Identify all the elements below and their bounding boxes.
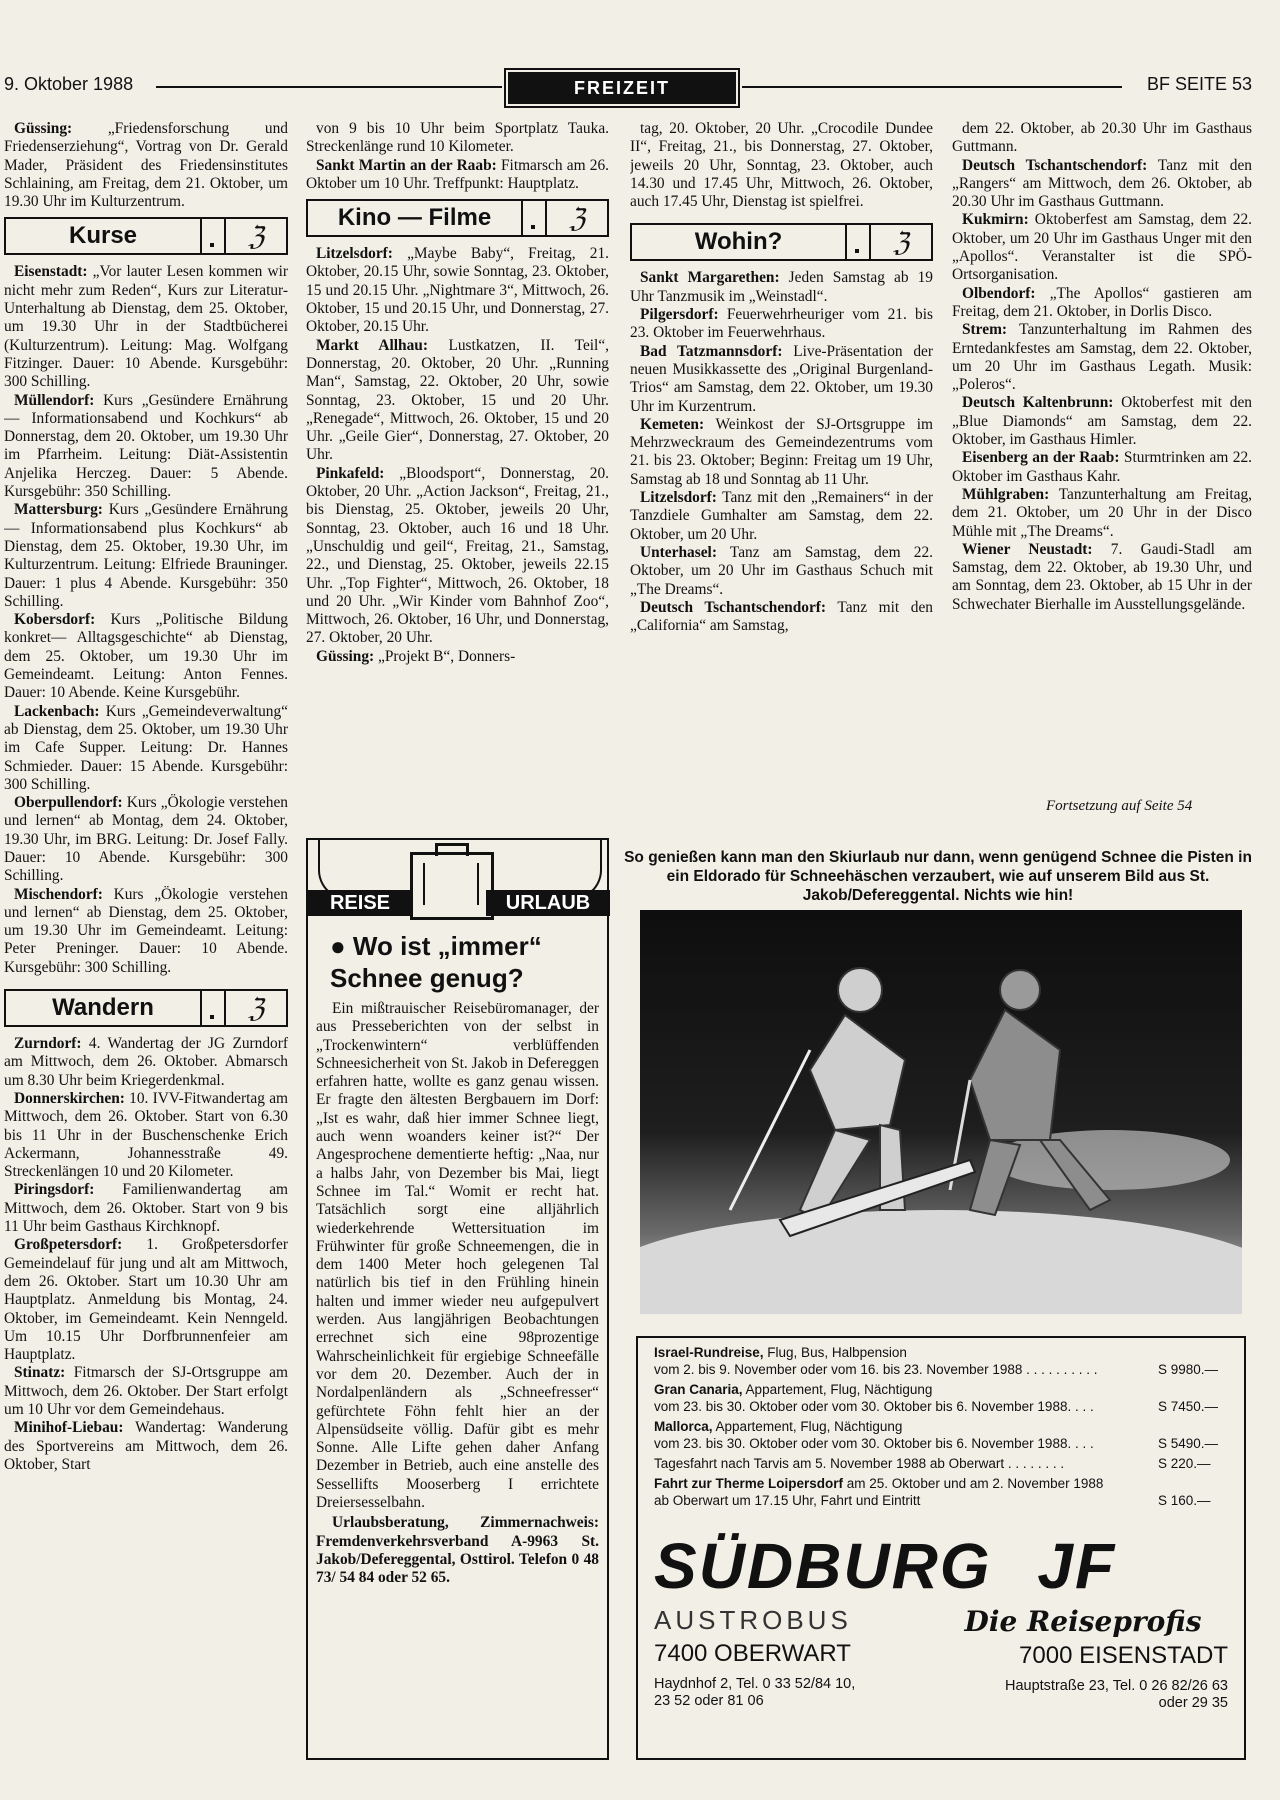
entry-text: Kurs „Ökologie verstehen und lernen“ ab Dienstag, dem 25. Oktober, um 19.30 Uhr im Gemeindeamt. Leitung: Peter Preninger. Dauer: 10 Abende. Kursgebühr: 300 Schilling.: [4, 885, 288, 976]
entry-place: Oberpullendorf:: [14, 794, 123, 812]
entry-place: Kukmirn:: [962, 211, 1029, 229]
kurse-list: [4, 263, 288, 977]
entry-place: Piringsdorf:: [14, 1181, 95, 1199]
offer-name: Fahrt zur Therme Loipersdorf: [654, 1476, 844, 1491]
entry: [952, 449, 1252, 486]
entry: [4, 794, 288, 885]
entry: [306, 245, 609, 336]
offer-dates: vom 2. bis 9. November oder vom 16. bis 23. November 1988 . . . . . . . . . .: [654, 1362, 1098, 1377]
article-contact: Urlaubsberatung, Zimmernachweis: Fremdenverkehrsverband A-9963 St. Jakob/Defereggental, Osttirol. Telefon 0 48 73/ 54 84 oder 52 65.: [316, 1514, 599, 1587]
entry: [4, 501, 288, 611]
entry-text: dem 22. Oktober, ab 20.30 Uhr im Gasthaus Guttmann.: [952, 120, 1252, 156]
entry-place: Mühlgraben:: [962, 485, 1050, 503]
offer-desc: Appartement, Flug, Nächtigung: [712, 1419, 903, 1434]
entry: [630, 269, 933, 306]
entry-text: „The Apollos“ gastieren am Freitag, dem 21. Oktober, in Dorlis Disco.: [952, 284, 1252, 320]
entry-place: Donnerskirchen:: [14, 1089, 125, 1107]
suitcase-icon: [410, 852, 494, 920]
offer-dates: Tagesfahrt nach Tarvis am 5. November 1988 ab Oberwart . . . . . . . .: [654, 1456, 1065, 1471]
offer-details: [654, 1435, 1228, 1452]
travel-advertisement: [636, 1336, 1246, 1760]
column-3: [630, 120, 933, 820]
section-label: FREIZEIT: [508, 72, 736, 104]
entry: [952, 541, 1252, 614]
offer-details: [654, 1361, 1228, 1378]
entry-place: Zurndorf:: [14, 1035, 82, 1053]
offer-name: Israel-Rundreise,: [654, 1345, 764, 1360]
travel-box: [306, 838, 609, 1760]
entry: [4, 886, 288, 977]
entry: [630, 416, 933, 489]
offer-price: S 220.—: [1158, 1456, 1211, 1471]
entry: [306, 120, 609, 157]
offer-details: [654, 1455, 1228, 1472]
skier-photo: [640, 910, 1242, 1314]
entry: [306, 157, 609, 194]
offer: [654, 1475, 1228, 1509]
entry-text: 4. Wandertag der JG Zurndorf am Mittwoch, dem 26. Oktober. Abmarsch um 8.30 Uhr beim Kriegerdenkmal.: [4, 1035, 288, 1089]
entry: [4, 1236, 288, 1364]
offer-price: S 9980.—: [1158, 1362, 1219, 1377]
skier-illustration: [640, 910, 1242, 1314]
entry-text: Live-Präsentation der neuen Musikkassette des „Original Burgenland-Trios“ am Samstag, dem 22. Oktober, um 19.30 Uhr im Kurzentrum.: [630, 342, 933, 415]
office-city: 7400 OBERWART: [654, 1640, 851, 1667]
entry: [4, 263, 288, 391]
wandern-list: [4, 1035, 288, 1474]
office-phone: oder 29 35: [1158, 1695, 1228, 1711]
entry-place: Strem:: [962, 321, 1008, 339]
office-address: Hauptstraße 23, Tel. 0 26 82/26 63: [1004, 1678, 1228, 1694]
offer-list: [654, 1344, 1228, 1509]
urlaub-label: URLAUB: [486, 890, 610, 916]
offer: [654, 1344, 1228, 1378]
entry: [630, 599, 933, 636]
entry-place: Güssing:: [14, 120, 73, 137]
page-number: BF SEITE 53: [1146, 74, 1252, 94]
kino-heading: Kino — Filme: [337, 204, 492, 232]
kino-heading-box: [306, 199, 609, 237]
entry-text: Fitmarsch der SJ-Ortsgruppe am Mittwoch, dem 26. Oktober. Der Start erfolgt um 10 Uhr vor dem Gemeindehaus.: [4, 1364, 288, 1418]
suedburg-logo: [654, 1530, 1228, 1602]
offer-desc: Appartement, Flug, Nächtigung: [742, 1382, 933, 1397]
entry-place: Sankt Margarethen:: [640, 269, 780, 287]
entry-place: Güssing:: [316, 647, 375, 665]
entry-place: Minihof-Liebau:: [14, 1419, 124, 1437]
entry-text: von 9 bis 10 Uhr beim Sportplatz Tauka. Streckenlänge rund 10 Kilometer.: [306, 120, 609, 156]
wohin-heading: Wohin?: [694, 228, 783, 256]
wohin-list: [630, 269, 933, 635]
kurse-heading-box: [4, 217, 288, 255]
article-headline: ● Wo ist „immer“ Schnee genug?: [330, 931, 542, 993]
entry-text: Tanzunterhaltung am Freitag, dem 21. Oktober, um 20 Uhr in der Disco Mühle mit „The Dreams“.: [952, 485, 1252, 540]
entry-text: Lustkatzen, II. Teil“, Donnerstag, 20. Oktober, 20 Uhr. „Running Man“, Samstag, 22. Oktober, 20 Uhr, sowie Sonntag, 23. Oktober, 15 und 20 Uhr. „Renegade“, Mittwoch, 26. Oktober, 15 und 20 Uhr. „Geile Gier“, Donnerstag, 27. Oktober, 20 Uhr.: [306, 336, 609, 464]
entry: [630, 120, 933, 211]
entry-text: Fitmarsch am 26. Oktober um 10 Uhr. Treffpunkt: Hauptplatz.: [306, 156, 609, 192]
entry-place: Deutsch Kaltenbrunn:: [962, 394, 1114, 412]
offer-details: [654, 1398, 1228, 1415]
entry: [4, 1419, 288, 1474]
entry: [306, 465, 609, 648]
entry-text: Tanz mit den „Rangers“ am Mittwoch, dem 26. Oktober, ab 20.30 Uhr im Gasthaus Guttmann.: [952, 156, 1252, 211]
entry-place: Markt Allhau:: [316, 336, 428, 354]
header-rule-left: [156, 86, 502, 88]
entry-text: tag, 20. Oktober, 20 Uhr. „Crocodile Dundee II“, Freitag, 21., bis Donnerstag, 27. Oktober, jeweils 20 Uhr, Sonntag, 23. Oktober, auch 14.30 und 17.45 Uhr, Mittwoch, 26. Oktober, auch 17.45 Uhr, Dienstag ist spielfrei.: [630, 120, 933, 211]
entry-place: Pilgersdorf:: [640, 306, 719, 324]
office-oberwart: [654, 1605, 924, 1712]
reise-label: REISE: [308, 890, 412, 916]
photo-caption: So genießen kann man den Skiurlaub nur dann, wenn genügend Schnee die Pisten in ein Eldorado für Schneehäschen verzaubert, wie auf unserem Bild aus St. Jakob/Defereggental. Nichts wie hin!: [624, 849, 1252, 904]
entry: [4, 1035, 288, 1090]
austrobus-text: AUSTROBUS: [654, 1605, 852, 1635]
entry: [4, 1090, 288, 1181]
entry: [952, 211, 1252, 284]
office-eisenstadt: [938, 1605, 1228, 1712]
offer-title: [654, 1381, 1228, 1398]
office-address: Haydnhof 2, Tel. 0 33 52/84 10,: [654, 1676, 856, 1692]
entry: [952, 321, 1252, 394]
entry: [306, 337, 609, 465]
pen-icon: ℨ: [568, 203, 586, 234]
entry-place: Lackenbach:: [14, 702, 100, 720]
entry-text: Tanzunterhaltung im Rahmen des Erntedankfestes am Samstag, dem 22. Oktober, um 20 Uhr im Gasthaus Legath. Musik: „Poleros“.: [952, 321, 1252, 394]
entry: [630, 306, 933, 343]
entry-place: Deutsch Tschantschendorf:: [640, 598, 827, 616]
issue-date: 9. Oktober 1988: [4, 74, 134, 94]
kurse-heading: Kurse: [68, 222, 138, 250]
entry: [4, 1181, 288, 1236]
entry-place: Eisenstadt:: [14, 263, 88, 281]
entry-place: Mattersburg:: [14, 501, 103, 519]
intro-list: [306, 120, 609, 193]
pen-icon: ℨ: [892, 227, 910, 258]
entry-text: 1. Großpetersdorfer Gemeindelauf für jung und alt am Mittwoch, dem 26. Oktober. Start um 10.30 Uhr am Hauptplatz. Anmeldung bis Montag, 24. Oktober, im Gemeindeamt. Kein Nenngeld. Um 10.15 Uhr Dorfbrunnenfeier am Hauptplatz.: [4, 1236, 288, 1364]
offer: [654, 1381, 1228, 1415]
entry-text: Oktoberfest am Samstag, dem 22. Oktober, um 20 Uhr im Gasthaus Unger mit den „Apollos“. Veranstalter ist die SPÖ-Ortsorganisation.: [952, 211, 1252, 284]
entry-text: Wandertag: Wanderung des Sportvereins am Mittwoch, dem 26. Oktober, Start: [4, 1419, 288, 1473]
entry-place: Kobersdorf:: [14, 611, 96, 629]
offer-name: Mallorca,: [654, 1419, 713, 1434]
offer-price: S 5490.—: [1158, 1436, 1219, 1451]
entry: [4, 611, 288, 702]
entry-place: Eisenberg an der Raab:: [962, 449, 1120, 467]
entry-text: Sturmtrinken am 22. Oktober im Gasthaus Kahr.: [952, 449, 1252, 485]
column-2: [306, 120, 609, 820]
entry-place: Litzelsdorf:: [316, 245, 393, 263]
entry-place: Sankt Martin an der Raab:: [316, 156, 497, 174]
heading-dot: [521, 201, 547, 235]
pen-icon: ℨ: [247, 993, 265, 1024]
kino-list: [306, 245, 609, 666]
offer-details: [654, 1492, 1228, 1509]
offer-price: S 7450.—: [1158, 1399, 1219, 1414]
logo-text: SÜDBURG: [654, 1530, 992, 1602]
offer-name: Gran Canaria,: [654, 1382, 743, 1397]
entry-place: Mischendorf:: [14, 885, 103, 903]
entry: [952, 285, 1252, 322]
offer-desc: am 25. Oktober und am 2. November 1988: [843, 1476, 1104, 1491]
entry: [306, 648, 609, 666]
entry-text: „Bloodsport“, Donnerstag, 20. Oktober, 20 Uhr. „Action Jackson“, Freitag, 21., bis Dienstag, 25. Oktober, jeweils 20 Uhr, Sonntag, 23. Oktober, auch 16 und 18 Uhr. „Unschuldig und geil“, Freitag, 21., Samstag, 22., und Dienstag, 25. Oktober, jeweils 22.15 Uhr. „Top Fighter“, Mittwoch, 26. Oktober, 18 und 20 Uhr. „Wir Kinder vom Bahnhof Zoo“, Mittwoch, 26. Oktober, 16 Uhr, und Donnerstag, 27. Oktober, 20 Uhr.: [306, 464, 609, 647]
offer: [654, 1418, 1228, 1452]
entry-text: Kurs „Gesündere Ernährung — Informationsabend plus Kochkurs“ ab Dienstag, dem 25. Oktober, 19.30 Uhr, im Kulturzentrum. Leitung: Elfriede Brauninger. Dauer: 1 plus 4 Abende. Kursgebühr: 350 Schilling.: [4, 501, 288, 610]
entry-text: 10. IVV-Fitwandertag am Mittwoch, dem 26. Oktober. Start von 6.30 bis 11 Uhr in der Buschenschenke Erich Ackermann, Johannesstraße 49. Streckenlängen 10 und 20 Kilometer.: [4, 1089, 288, 1181]
entry-place: Bad Tatzmannsdorf:: [640, 342, 783, 360]
entry-text: „Friedensforschung und Friedenserziehung“, Vortrag von Dr. Gerald Mader, Präsident des Friedensinstitutes Schlaining, am Freitag, dem 21. Oktober, um 19.30 Uhr im Kulturzentrum.: [4, 120, 288, 211]
offer-title: [654, 1344, 1228, 1361]
entry-text: Kurs „Gemeindeverwaltung“ ab Dienstag, dem 25. Oktober, um 19.30 Uhr im Cafe Supper. Leitung: Dr. Hannes Schmieder. Dauer: 15 Abende. Kursgebühr: 300 Schilling.: [4, 702, 288, 793]
offer-desc: Flug, Bus, Halbpension: [763, 1345, 907, 1360]
column-4: [952, 120, 1252, 800]
entry-text: Weinkost der SJ-Ortsgruppe im Mehrzweckraum des Gemeindezentrums vom 21. bis 23. Oktober; Beginn: Freitag um 19 Uhr, Samstag ab 18 und Sonntag ab 11 Uhr.: [630, 415, 933, 488]
entry-place: Großpetersdorf:: [14, 1236, 123, 1254]
column-1: [4, 120, 288, 1770]
entry-place: Wiener Neustadt:: [962, 540, 1093, 558]
entry: [630, 544, 933, 599]
entry-place: Litzelsdorf:: [640, 489, 717, 507]
office-city: 7000 EISENSTADT: [1019, 1642, 1228, 1669]
wandern-heading-box: [4, 989, 288, 1027]
events-list: [952, 120, 1252, 614]
travel-banner: [308, 840, 607, 920]
ad-footer: [654, 1605, 1228, 1712]
entry: [4, 703, 288, 794]
entry-text: Feuerwehrheuriger vom 21. bis 23. Oktober im Feuerwehrhaus.: [630, 306, 933, 342]
offer-title: [654, 1475, 1228, 1492]
offer-price: S 160.—: [1158, 1493, 1211, 1508]
office-phone: 23 52 oder 81 06: [654, 1693, 764, 1709]
entry-text: Tanz am Samstag, dem 22. Oktober, um 20 Uhr im Gasthaus Schuch mit „The Dreams“.: [630, 543, 933, 598]
entry-text: 7. Gaudi-Stadl am Samstag, dem 22. Oktober, ab 19.30 Uhr, und am Sonntag, dem 23. Oktober, ab 15 Uhr in der Schwechater Bierhalle im Ausstellungsgelände.: [952, 540, 1252, 613]
entry-place: Deutsch Tschantschendorf:: [962, 156, 1148, 174]
entry: [952, 120, 1252, 157]
offer-dates: vom 23. bis 30. Oktober oder vom 30. Oktober bis 6. November 1988. . . .: [654, 1399, 1094, 1414]
offer-dates: vom 23. bis 30. Oktober oder vom 30. Oktober bis 6. November 1988. . . .: [654, 1436, 1094, 1451]
offer-dates: ab Oberwart um 17.15 Uhr, Fahrt und Eintritt: [654, 1493, 921, 1508]
entry-place: Olbendorf:: [962, 284, 1036, 302]
entry-text: „Maybe Baby“, Freitag, 21. Oktober, 20.15 Uhr, sowie Sonntag, 23. Oktober, 15 und 20.15 Uhr. „Nightmare 3“, Mittwoch, 26. Oktober, 15 und 20.15 Uhr, und Donnerstag, 27. Oktober, 20.15 Uhr.: [306, 245, 609, 336]
heading-dot: [845, 225, 871, 259]
heading-dot: [200, 991, 226, 1025]
entry-place: Müllendorf:: [14, 391, 95, 409]
entry-text: Familienwandertag am Mittwoch, dem 26. Oktober. Start von 9 bis 11 Uhr beim Gasthaus Kirchknopf.: [4, 1181, 288, 1236]
logo-mark: JF: [1037, 1530, 1117, 1602]
entry: [4, 392, 288, 502]
entry: [630, 489, 933, 544]
intro-list: [630, 120, 933, 211]
entry-text: Kurs „Politische Bildung konkret— Alltagsgeschichte“ ab Dienstag, dem 25. Oktober, um 19.30 Uhr im Gemeindeamt. Leitung: Anton Fennes. Dauer: 10 Abende. Keine Kursgebühr.: [4, 611, 288, 702]
entry-place: Pinkafeld:: [316, 464, 385, 482]
entry: [4, 120, 288, 211]
wandern-heading: Wandern: [52, 994, 154, 1022]
wohin-heading-box: [630, 223, 933, 261]
entry-place: Stinatz:: [14, 1364, 66, 1382]
entry-place: Kemeten:: [640, 415, 705, 433]
page-header: [0, 72, 1260, 102]
entry: [630, 343, 933, 416]
offer: [654, 1455, 1228, 1472]
entry: [952, 157, 1252, 212]
pen-icon: ℨ: [247, 221, 265, 252]
entry: [4, 1364, 288, 1419]
entry-text: Kurs „Ökologie verstehen und lernen“ ab Montag, dem 24. Oktober, 19.30 Uhr, im BRG. Leitung: Dr. Josef Fally. Dauer: 10 Abende. Kursgebühr: 300 Schilling.: [4, 794, 288, 885]
continued-note: Fortsetzung auf Seite 54: [1046, 798, 1193, 814]
offer-title: [654, 1418, 1228, 1435]
entry: [952, 394, 1252, 449]
article-body: Ein mißtrauischer Reisebüromanager, der aus Presseberichten von der selbst in „Trockenwintern“ verblüffenden Schneesicherheit von St. Jakob in Defereggen erfahren hatte, wollte es ganz genau wissen. Er fragte den ältesten Bergbauern im Dorf: „Ist es wahr, daß hier immer Schnee liegt, auch wenn woanders keiner ist?“ Der Angesprochene dementierte heftig: „Naa, nur a halbs Jahr, von Dezember bis Mai, liegt Schnee im Tal.“ Womit er recht hat. Tatsächlich sorgt eine alljährlich wiederkehrende Wettersituation im Frühwinter für große Schneemengen, die in dem 1400 Meter hoch gelegenen Tal natürlich bis tief in den Frühling hinein halten und immer wieder neu aufgepulvert werden. Aus langjährigen Beobachtungen errechnet sich eine 98prozentige Wahrscheinlichkeit für ergiebige Schneefälle vor dem 20. Dezember. Auch der in Nordalpenländern als „Schneefresser“ gefürchtete Föhn fehlt hier an der Alpensüdseite völlig. Dafür gibt es mehr Sonne. Alle Lifte gehen daher Anfang Dezember in Betrieb, auch eine anstelle des Sessellifts Mooserberg I errichtete Dreiersesselbahn.: [316, 1000, 599, 1512]
entry-text: Jeden Samstag ab 19 Uhr Tanzmusik im „Weinstadl“.: [630, 269, 933, 305]
article-body-wrap: [316, 1000, 599, 1588]
entry: [952, 486, 1252, 541]
slogan: Die Reiseprofis: [964, 1605, 1202, 1638]
entry-text: Oktoberfest mit den „Blue Diamonds“ am Samstag, dem 22. Oktober, im Gasthaus Himler.: [952, 394, 1252, 449]
entry-text: Tanz mit den „California“ am Samstag,: [630, 598, 933, 635]
entry-place: Unterhasel:: [640, 543, 717, 561]
entry-text: „Vor lauter Lesen kommen wir nicht mehr zum Reden“, Kurs zur Literatur-Unterhaltung ab Dienstag, dem 25. Oktober, um 19.30 Uhr in der Stadtbücherei (Kulturzentrum). Leitung: Mag. Wolfgang Fitzinger. Dauer: 10 Abende. Kursgebühr: 300 Schilling.: [4, 263, 288, 391]
entry-text: Tanz mit den „Remainers“ in der Tanzdiele Gumhalter am Samstag, dem 22. Oktober, um 20 Uhr.: [630, 489, 933, 543]
header-rule-right: [742, 86, 1122, 88]
entry-text: Kurs „Gesündere Ernährung — Informationsabend und Kochkurs“ ab Donnerstag, dem 20. Oktober, um 19.30 Uhr im Pfarrheim. Leitung: Diät-Assistentin Anjelika Herczeg. Dauer: 5 Abende. Kursgebühr: 350 Schilling.: [4, 391, 288, 501]
heading-dot: [200, 219, 226, 253]
intro-list: [4, 120, 288, 211]
entry-text: „Projekt B“, Donners-: [374, 647, 516, 665]
